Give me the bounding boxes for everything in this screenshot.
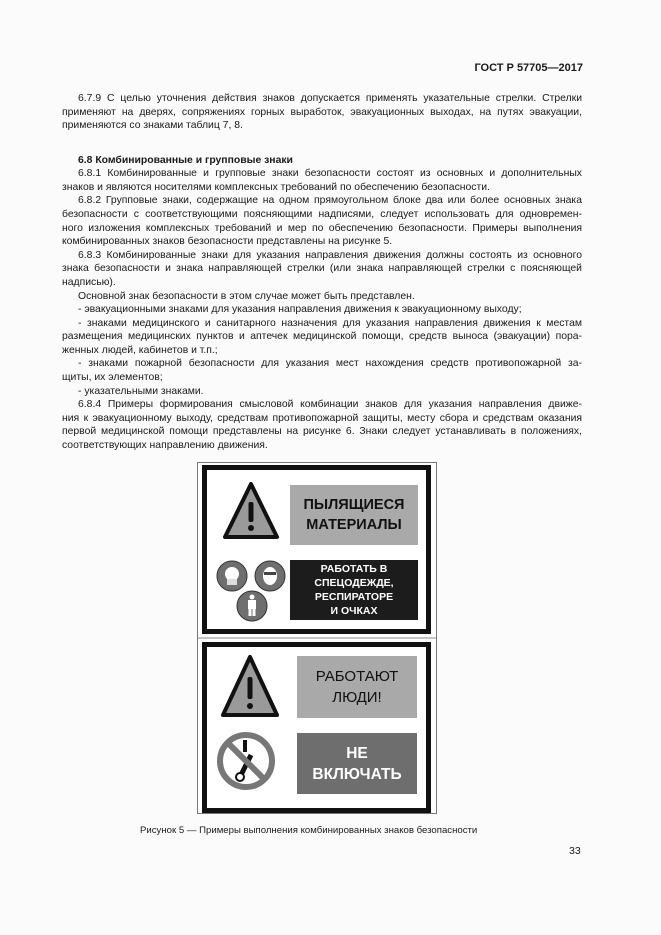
paragraph	[62, 385, 582, 399]
do-not-switch-on-icon	[220, 735, 272, 787]
text-line: ного изложения комплексных требований и мер по обеспечению безопасности. Примеры выполнения	[62, 222, 582, 234]
paragraph	[62, 290, 582, 304]
text-line: применяют на дверях, сопряжениях горных выработок, эвакуационных выходах, на путях эвакуации,	[62, 106, 582, 118]
paragraph	[62, 357, 582, 384]
text-line: 6.7.9 С целью уточнения действия знаков допускается применять указательные стрелки. Стрелки	[78, 93, 582, 104]
body-text	[62, 92, 582, 453]
page-number: 33	[569, 845, 581, 857]
text-line: 6.8.3 Комбинированные знаки для указания направления движения должны состоять из основного	[78, 249, 582, 261]
text-line: первой медицинской помощи представлены на рисунке 6. Знаки следует устанавливать в положениях,	[62, 426, 582, 438]
figure-5	[197, 462, 437, 814]
text-line: надписью).	[62, 276, 116, 288]
warning-triangle-icon	[223, 657, 277, 715]
figure-caption: Рисунок 5 — Примеры выполнения комбинированных знаков безопасности	[140, 825, 478, 836]
paragraph	[62, 317, 582, 358]
text-line: Основной знак безопасности в этом случае может быть представлен.	[78, 290, 415, 302]
text-line: - указательными знаками.	[78, 385, 204, 397]
text-line: 6.8.4 Примеры формирования смысловой комбинации знаков для указания направления движе-	[78, 399, 582, 411]
paragraph	[62, 303, 582, 317]
paragraph	[62, 167, 582, 194]
paragraph	[62, 194, 582, 248]
sign-text-wear-protection: РАБОТАТЬ В СПЕЦОДЕЖДЕ, РЕСПИРАТОРЕ И ОЧКАХ	[290, 560, 418, 620]
paragraph	[62, 92, 582, 133]
paragraph	[62, 249, 582, 290]
text-line: 6.8 Комбинированные и групповые знаки	[78, 154, 293, 166]
sign-text-do-not-switch-on: НЕ ВКЛЮЧАТЬ	[297, 733, 417, 794]
text-line: женных людей, кабинетов и т.п.;	[62, 344, 218, 356]
text-line: знаков и являются носителями комплексных требований по обеспечению безопасности.	[62, 181, 490, 193]
goggles-icon	[255, 561, 285, 591]
text-line: щиты, их элементов;	[62, 372, 163, 384]
section-heading	[62, 154, 582, 168]
text-line: соответствующих направлению движения.	[62, 440, 268, 452]
paragraph	[62, 398, 582, 452]
text-line: - знаками медицинского и санитарного назначения для указания направления движения к местам	[78, 317, 582, 329]
text-line: - эвакуационными знаками для указания направления движения к эвакуационному выходу;	[78, 304, 522, 316]
combined-sign-dust	[202, 465, 431, 634]
document-id: ГОСТ Р 57705—2017	[474, 62, 583, 74]
text-line: знака безопасности и знака направляющей стрелки (или знака направляющей стрелки с поясняющей	[62, 263, 582, 275]
text-line: размещения медицинских пунктов и аптечек медицинской помощи, средств выноса (эвакуации) пора-	[62, 331, 582, 343]
text-line: ния к эвакуационному выходу, средствам противопожарной защиты, месту сбора и средствам оказания	[62, 412, 582, 424]
warning-triangle-icon	[225, 484, 277, 537]
text-line: применяются со знаками таблиц 7, 8.	[62, 120, 243, 132]
respirator-icon	[217, 561, 247, 591]
sign-text-dusty-materials: ПЫЛЯЩИЕСЯ МАТЕРИАЛЫ	[290, 485, 418, 545]
combined-sign-people-working	[202, 642, 431, 813]
sign-text-people-working: РАБОТАЮТ ЛЮДИ!	[297, 656, 417, 718]
text-line: комбинированных знаков безопасности представлены на рисунке 5.	[62, 236, 393, 248]
text-line: - знаками пожарной безопасности для указания мест нахождения средств противопожарной за-	[78, 358, 582, 370]
text-line: 6.8.1 Комбинированные и групповые знаки безопасности состоят из основных и дополнительных	[78, 168, 582, 180]
text-line: 6.8.2 Групповые знаки, содержащие на одном прямоугольном блоке два или более основных знака	[78, 195, 582, 207]
protective-clothing-icon	[237, 591, 267, 621]
text-line: безопасности с соответствующими поясняющими надписями, следует использовать для одновремен-	[62, 208, 582, 220]
